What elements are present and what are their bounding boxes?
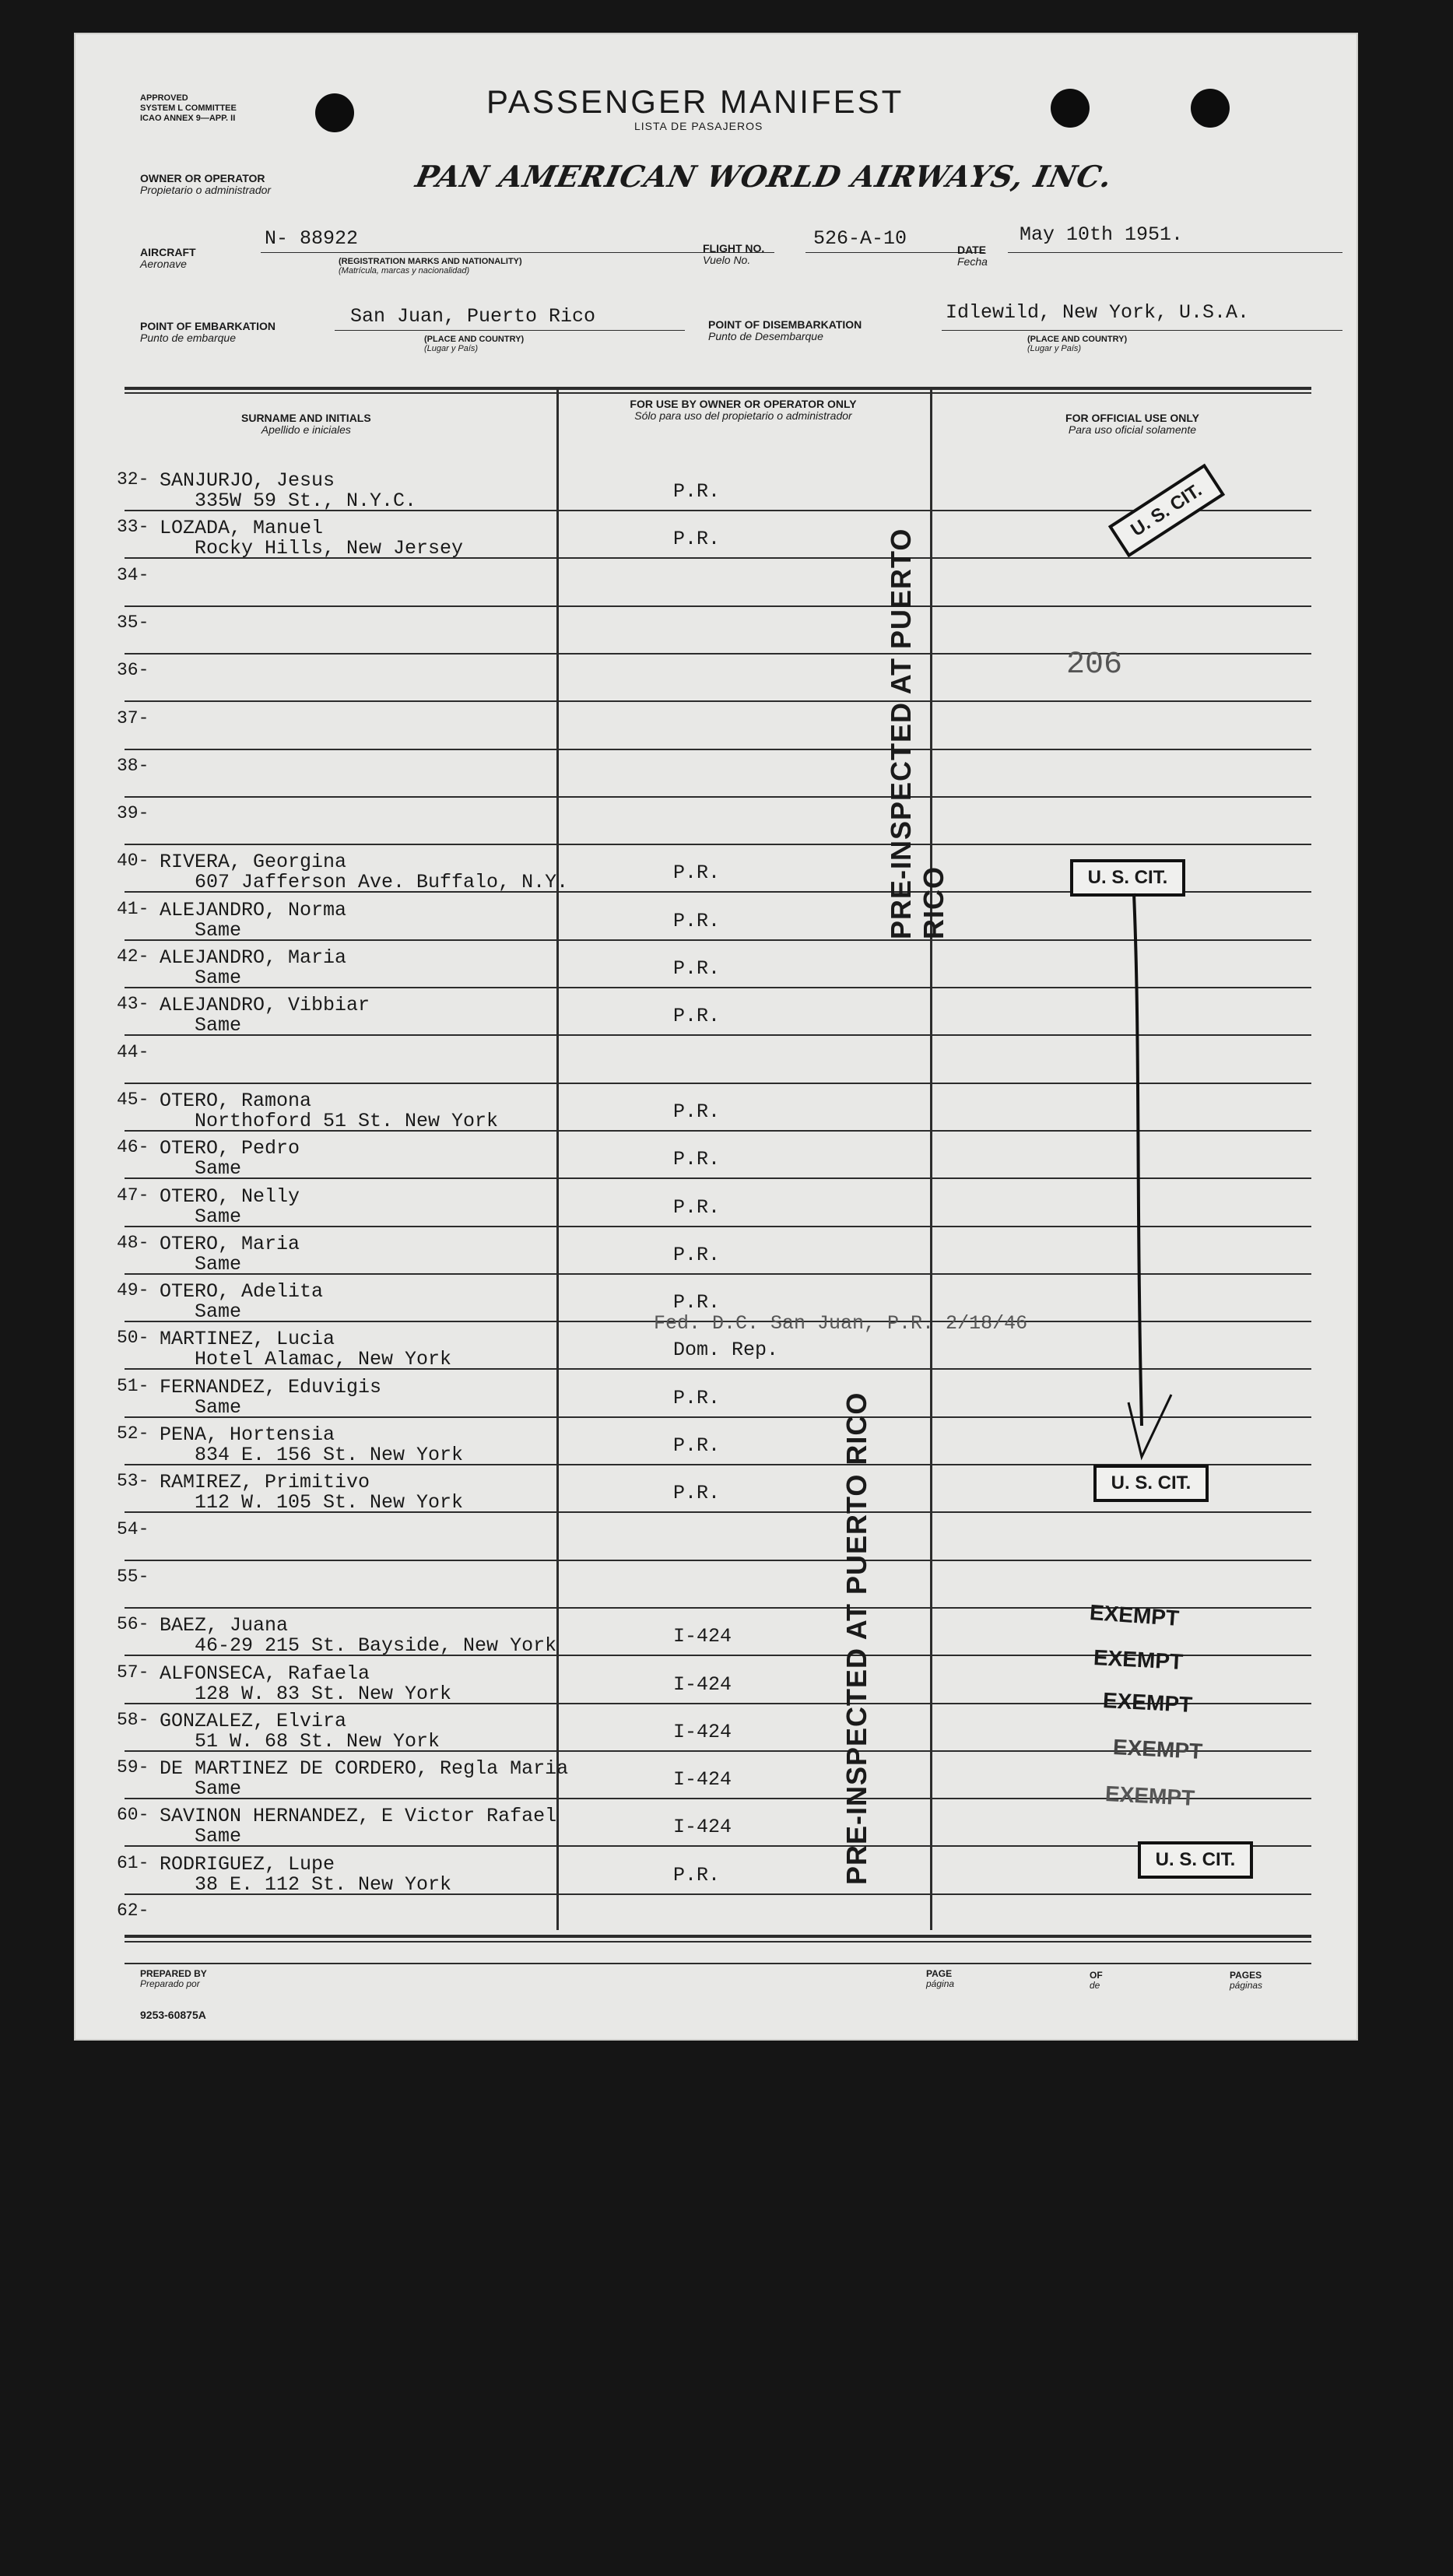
passenger-address: 51 W. 68 St. New York: [195, 1729, 440, 1753]
page-title: PASSENGER MANIFEST: [486, 83, 904, 120]
operator-use-value: I-424: [673, 1625, 732, 1648]
operator-use-value: I-424: [673, 1720, 732, 1743]
embark-value: San Juan, Puerto Rico: [350, 305, 596, 328]
passenger-address: 834 E. 156 St. New York: [195, 1444, 464, 1466]
page-label: PAGE página: [926, 1968, 955, 1989]
preinspected-stamp: PRE-INSPECTED AT PUERTO RICO: [841, 1392, 872, 1885]
row-number: 43-: [117, 994, 149, 1015]
manifest-sheet: [74, 33, 1358, 2041]
passenger-name: OTERO, Pedro: [160, 1137, 300, 1160]
airline-name: PAN AMERICAN WORLD AIRWAYS, INC.: [412, 159, 1116, 194]
page-subtitle: LISTA DE PASAJEROS: [634, 120, 763, 132]
passenger-name: RAMIREZ, Primitivo: [160, 1471, 370, 1494]
passenger-name: OTERO, Nelly: [160, 1184, 300, 1208]
operator-use-value: P.R.: [673, 1243, 721, 1266]
row-number: 38-: [117, 755, 149, 776]
passenger-address: Same: [195, 967, 242, 989]
row-number: 44-: [117, 1041, 149, 1062]
exempt-stamp: EXEMPT: [1112, 1735, 1203, 1764]
operator-use-value: P.R.: [673, 909, 721, 932]
passenger-name: DE MARTINEZ DE CORDERO, Regla Maria: [160, 1757, 569, 1781]
operator-use-value: P.R.: [673, 1100, 721, 1123]
operator-use-value: Dom. Rep.: [673, 1339, 779, 1362]
passenger-name: PENA, Hortensia: [160, 1423, 335, 1446]
passenger-name: ALEJANDRO, Maria: [160, 946, 347, 969]
us-cit-stamp: U. S. CIT.: [1093, 1465, 1209, 1502]
passenger-name: SAVINON HERNANDEZ, E Victor Rafael: [160, 1805, 557, 1828]
passenger-address: Hotel Alamac, New York: [195, 1348, 452, 1371]
passenger-address: Same: [195, 1252, 242, 1276]
operator-use-value: P.R.: [673, 528, 721, 551]
operator-use-value: P.R.: [673, 1434, 721, 1457]
row-number: 54-: [117, 1518, 149, 1539]
pages-label: PAGES páginas: [1230, 1970, 1263, 1991]
passenger-address: 112 W. 105 St. New York: [195, 1491, 464, 1514]
operator-use-value: P.R.: [673, 1863, 721, 1886]
operator-use-value: P.R.: [673, 1386, 721, 1409]
operator-use-value: P.R.: [673, 862, 721, 885]
row-number: 42-: [117, 946, 149, 967]
passenger-name: FERNANDEZ, Eduvigis: [160, 1375, 382, 1399]
exempt-stamp: EXEMPT: [1102, 1688, 1193, 1717]
passenger-name: ALEJANDRO, Norma: [160, 898, 347, 921]
operator-use-value: P.R.: [673, 957, 721, 980]
row-number: 36-: [117, 660, 149, 681]
aircraft-caption: (REGISTRATION MARKS AND NATIONALITY) (Matrícula, marcas y nacionalidad): [339, 257, 522, 275]
row-number: 49-: [117, 1280, 149, 1301]
passenger-address: Northoford 51 St. New York: [195, 1109, 499, 1132]
passenger-name: ALEJANDRO, Vibbiar: [160, 994, 370, 1017]
row-number: 37-: [117, 707, 149, 728]
owner-label: OWNER OR OPERATOR Propietario o administrador: [140, 172, 272, 196]
row-number: 51-: [117, 1375, 149, 1396]
operator-use-value: P.R.: [673, 1148, 721, 1171]
flight-value: 526-A-10: [813, 227, 907, 250]
aircraft-label: AIRCRAFT Aeronave: [140, 246, 196, 270]
row-number: 61-: [117, 1852, 149, 1873]
exempt-stamp: EXEMPT: [1089, 1600, 1181, 1630]
passenger-address: 38 E. 112 St. New York: [195, 1872, 452, 1896]
prepared-by-label: PREPARED BY Preparado por: [140, 1968, 207, 1989]
row-number: 46-: [117, 1137, 149, 1158]
row-number: 58-: [117, 1709, 149, 1730]
date-value: May 10th 1951.: [1020, 223, 1184, 246]
form-code: 9253-60875A: [140, 2009, 206, 2021]
passenger-address: Same: [195, 1825, 242, 1848]
passenger-address: Same: [195, 1395, 242, 1419]
passenger-address: Same: [195, 1157, 242, 1181]
number-206: 206: [1066, 648, 1123, 683]
row-number: 35-: [117, 612, 149, 633]
row-number: 34-: [117, 564, 149, 585]
operator-use-value: P.R.: [673, 480, 721, 503]
passenger-address: Same: [195, 1300, 242, 1324]
preinspected-stamp: PRE-INSPECTED AT PUERTO RICO: [885, 528, 949, 939]
passenger-name: GONZALEZ, Elvira: [160, 1709, 347, 1732]
col-header-surname: SURNAME AND INITIALS Apellido e iniciales: [241, 412, 371, 436]
col-header-owner-use: FOR USE BY OWNER OR OPERATOR ONLY Sólo para uso del propietario o administrador: [630, 398, 857, 422]
row-number: 53-: [117, 1471, 149, 1492]
row-number: 39-: [117, 803, 149, 824]
passenger-name: ALFONSECA, Rafaela: [160, 1662, 370, 1685]
operator-use-value: P.R.: [673, 1195, 721, 1219]
operator-use-value: I-424: [673, 1816, 732, 1839]
passenger-name: SANJURJO, Jesus: [160, 469, 335, 492]
row-number: 40-: [117, 851, 149, 872]
passenger-name: LOZADA, Manuel: [160, 517, 324, 540]
passenger-address: 607 Jafferson Ave. Buffalo, N.Y.: [195, 871, 569, 894]
passenger-name: OTERO, Ramona: [160, 1089, 312, 1112]
row-number: 57-: [117, 1662, 149, 1683]
passenger-name: BAEZ, Juana: [160, 1614, 289, 1637]
row-number: 59-: [117, 1757, 149, 1778]
operator-use-value: I-424: [673, 1768, 732, 1792]
passenger-address: Same: [195, 918, 242, 942]
exempt-stamp: EXEMPT: [1104, 1781, 1195, 1810]
disembark-caption: (PLACE AND COUNTRY) (Lugar y País): [1027, 335, 1128, 353]
passenger-name: OTERO, Maria: [160, 1232, 300, 1255]
operator-use-value: I-424: [673, 1672, 732, 1696]
passenger-address: Rocky Hills, New Jersey: [195, 537, 464, 560]
operator-use-value: P.R.: [673, 1291, 721, 1314]
passenger-name: RIVERA, Georgina: [160, 851, 347, 874]
row-number: 60-: [117, 1805, 149, 1826]
us-cit-stamp: U. S. CIT.: [1108, 464, 1225, 558]
approval-block: APPROVED SYSTEM L COMMITTEE ICAO ANNEX 9—APP. II: [140, 93, 237, 123]
row-number: 50-: [117, 1328, 149, 1349]
row-number: 55-: [117, 1566, 149, 1587]
operator-use-value: P.R.: [673, 1482, 721, 1505]
passenger-address: 46-29 215 St. Bayside, New York: [195, 1634, 557, 1658]
row-number: 41-: [117, 898, 149, 919]
embark-caption: (PLACE AND COUNTRY) (Lugar y País): [424, 335, 525, 353]
flight-label: FLIGHT NO. Vuelo No.: [703, 242, 765, 266]
passenger-address: 335W 59 St., N.Y.C.: [195, 490, 417, 512]
operator-use-value: P.R.: [673, 1005, 721, 1028]
us-cit-stamp: U. S. CIT.: [1070, 859, 1185, 897]
disembark-value: Idlewild, New York, U.S.A.: [946, 301, 1250, 324]
row50-annotation: Fed. D.C. San Juan, P.R. 2/18/46: [654, 1312, 1028, 1335]
row-number: 52-: [117, 1423, 149, 1444]
passenger-address: 128 W. 83 St. New York: [195, 1682, 452, 1705]
aircraft-value: N- 88922: [265, 227, 359, 250]
us-cit-stamp: U. S. CIT.: [1138, 1841, 1253, 1879]
row-number: 45-: [117, 1089, 149, 1110]
passenger-address: Same: [195, 1014, 242, 1037]
row-number: 62-: [117, 1900, 149, 1921]
passenger-name: RODRIGUEZ, Lupe: [160, 1852, 335, 1876]
row-number: 33-: [117, 517, 149, 538]
row-number: 48-: [117, 1232, 149, 1253]
passenger-address: Same: [195, 1778, 242, 1801]
passenger-name: OTERO, Adelita: [160, 1280, 324, 1304]
row-number: 32-: [117, 469, 149, 490]
embark-label: POINT OF EMBARKATION Punto de embarque: [140, 320, 276, 344]
exempt-stamp: EXEMPT: [1093, 1645, 1184, 1674]
col-header-official-use: FOR OFFICIAL USE ONLY Para uso oficial solamente: [1065, 412, 1199, 436]
disembark-label: POINT OF DISEMBARKATION Punto de Desembarque: [708, 318, 862, 342]
date-label: DATE Fecha: [957, 244, 988, 268]
of-label: OF de: [1090, 1970, 1103, 1991]
passenger-name: MARTINEZ, Lucia: [160, 1328, 335, 1351]
row-number: 47-: [117, 1184, 149, 1206]
row-number: 56-: [117, 1614, 149, 1635]
passenger-address: Same: [195, 1205, 242, 1228]
